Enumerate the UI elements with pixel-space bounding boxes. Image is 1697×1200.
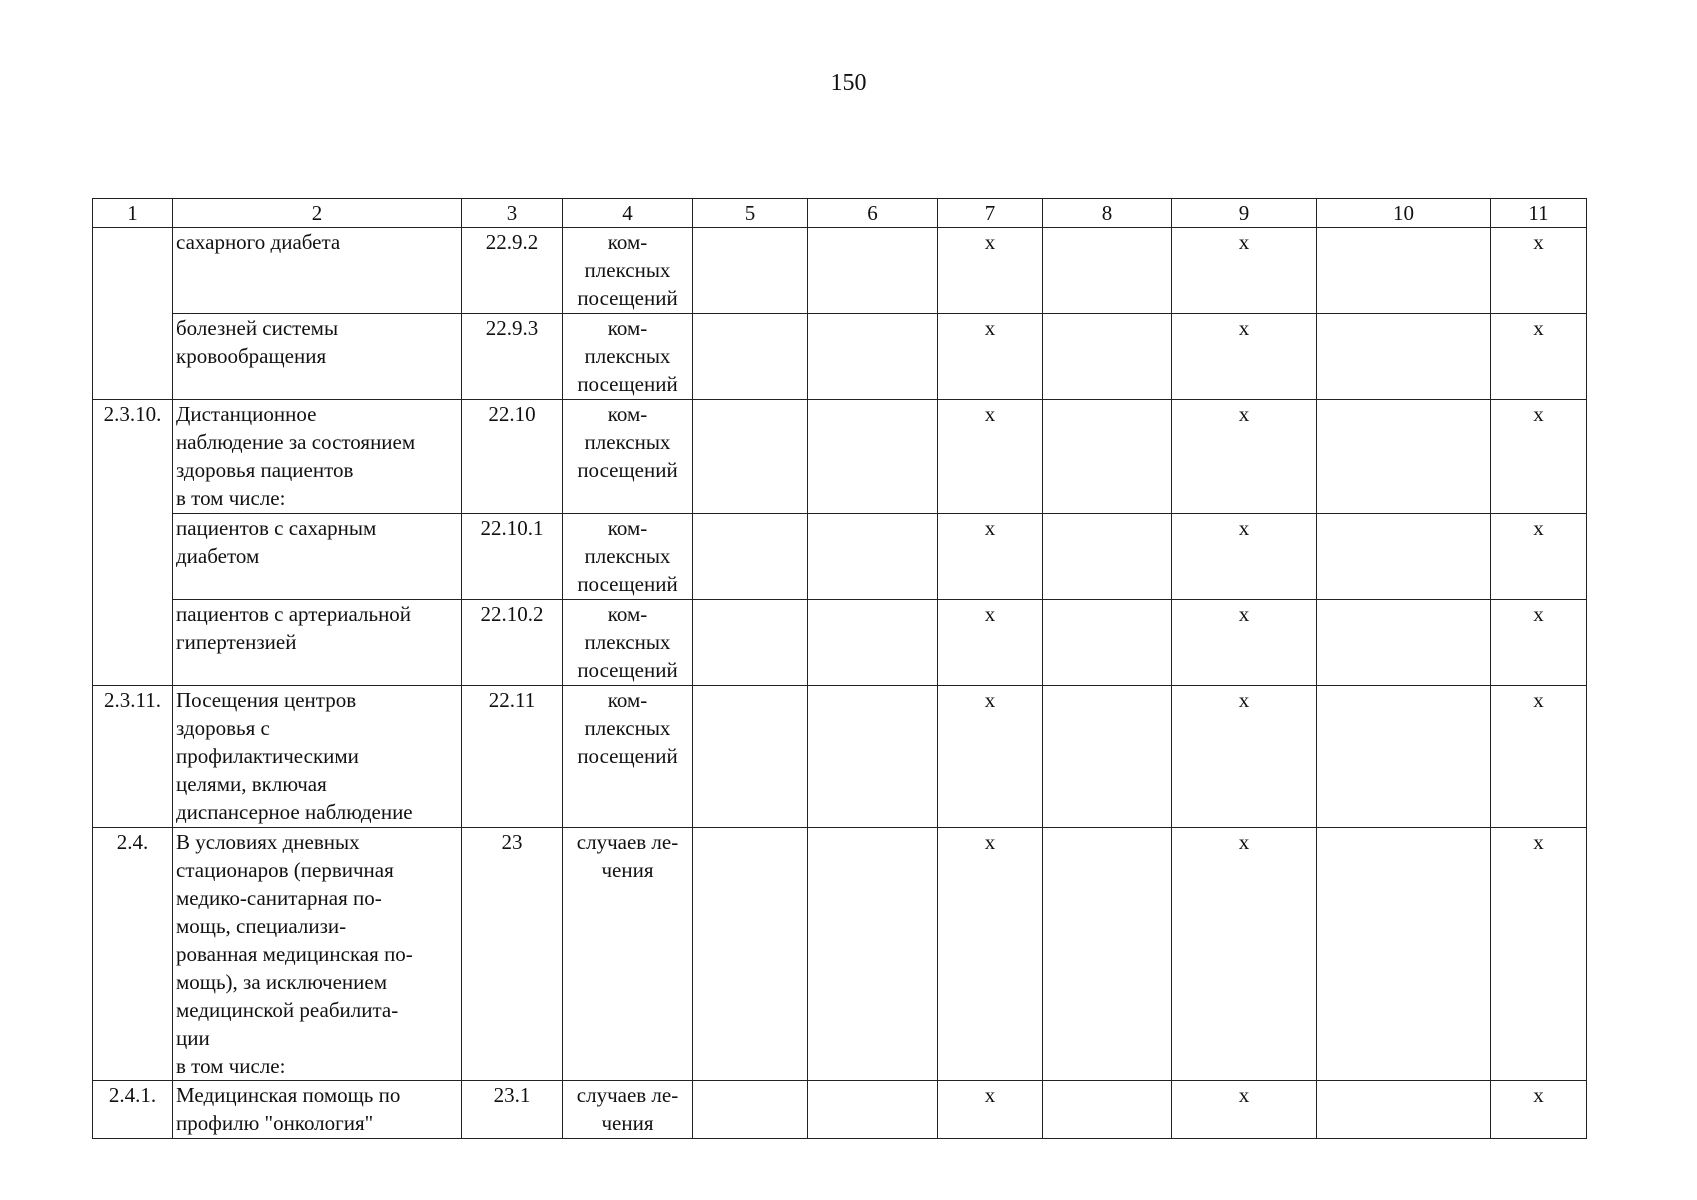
row-code-cell: 22.10 <box>462 400 563 514</box>
cell-col-8 <box>1043 600 1172 686</box>
cell-col-5 <box>693 828 808 1081</box>
cell-col-11: x <box>1491 600 1587 686</box>
cell-col-11: x <box>1491 314 1587 400</box>
row-name-cell: сахарного диабета <box>173 228 462 314</box>
row-number-cell: 2.3.10. <box>93 400 173 686</box>
cell-col-11: x <box>1491 400 1587 514</box>
cell-col-11: x <box>1491 514 1587 600</box>
cell-col-8 <box>1043 228 1172 314</box>
table-row <box>93 686 1587 828</box>
row-name-cell: В условиях дневных стационаров (первичная медико-санитарная по- мощь, специализи- рованная медицинская по- мощь), за исключением медицинской реабилита- ции в том числе: <box>173 828 462 1081</box>
row-number-cell: 2.4. <box>93 828 173 1081</box>
cell-col-11: x <box>1491 828 1587 1081</box>
cell-col-10 <box>1317 314 1491 400</box>
cell-col-7: x <box>938 828 1043 1081</box>
table-row <box>93 228 1587 314</box>
cell-col-10 <box>1317 400 1491 514</box>
table-row <box>93 400 1587 514</box>
row-name-cell: болезней системы кровообращения <box>173 314 462 400</box>
row-name-cell: Посещения центров здоровья с профилактическими целями, включая диспансерное наблюдение <box>173 686 462 828</box>
cell-col-6 <box>808 1081 938 1139</box>
cell-col-10 <box>1317 1081 1491 1139</box>
row-name-cell: Дистанционное наблюдение за состоянием здоровья пациентов в том числе: <box>173 400 462 514</box>
table-row <box>93 600 1587 686</box>
row-unit-cell: ком- плексных посещений <box>563 514 693 600</box>
cell-col-5 <box>693 1081 808 1139</box>
column-header: 5 <box>693 199 808 228</box>
row-unit-cell: ком- плексных посещений <box>563 314 693 400</box>
cell-col-5 <box>693 400 808 514</box>
cell-col-8 <box>1043 400 1172 514</box>
cell-col-10 <box>1317 828 1491 1081</box>
cell-col-11: x <box>1491 686 1587 828</box>
cell-col-10 <box>1317 228 1491 314</box>
table-row <box>93 1081 1587 1139</box>
cell-col-8 <box>1043 1081 1172 1139</box>
cell-col-6 <box>808 686 938 828</box>
row-name-cell: пациентов с сахарным диабетом <box>173 514 462 600</box>
cell-col-10 <box>1317 514 1491 600</box>
row-code-cell: 22.9.2 <box>462 228 563 314</box>
cell-col-11: x <box>1491 1081 1587 1139</box>
column-header: 3 <box>462 199 563 228</box>
row-code-cell: 22.10.1 <box>462 514 563 600</box>
cell-col-8 <box>1043 686 1172 828</box>
row-unit-cell: ком- плексных посещений <box>563 228 693 314</box>
cell-col-6 <box>808 228 938 314</box>
cell-col-9: x <box>1172 828 1317 1081</box>
cell-col-9: x <box>1172 400 1317 514</box>
row-code-cell: 23.1 <box>462 1081 563 1139</box>
cell-col-7: x <box>938 314 1043 400</box>
row-code-cell: 22.10.2 <box>462 600 563 686</box>
row-code-cell: 22.11 <box>462 686 563 828</box>
page-number: 150 <box>830 70 867 96</box>
cell-col-7: x <box>938 514 1043 600</box>
row-number-cell <box>93 228 173 400</box>
cell-col-8 <box>1043 514 1172 600</box>
row-number-cell: 2.4.1. <box>93 1081 173 1139</box>
cell-col-8 <box>1043 314 1172 400</box>
cell-col-7: x <box>938 600 1043 686</box>
cell-col-8 <box>1043 828 1172 1081</box>
column-header: 9 <box>1172 199 1317 228</box>
row-code-cell: 23 <box>462 828 563 1081</box>
cell-col-7: x <box>938 400 1043 514</box>
column-header: 11 <box>1491 199 1587 228</box>
cell-col-9: x <box>1172 1081 1317 1139</box>
cell-col-6 <box>808 314 938 400</box>
cell-col-7: x <box>938 228 1043 314</box>
table-row <box>93 514 1587 600</box>
cell-col-9: x <box>1172 514 1317 600</box>
cell-col-6 <box>808 828 938 1081</box>
column-header: 8 <box>1043 199 1172 228</box>
table-row <box>93 828 1587 1081</box>
column-header: 7 <box>938 199 1043 228</box>
cell-col-10 <box>1317 600 1491 686</box>
cell-col-11: x <box>1491 228 1587 314</box>
row-unit-cell: случаев ле- чения <box>563 828 693 1081</box>
column-header: 10 <box>1317 199 1491 228</box>
cell-col-6 <box>808 514 938 600</box>
row-unit-cell: ком- плексных посещений <box>563 686 693 828</box>
row-unit-cell: ком- плексных посещений <box>563 400 693 514</box>
row-number-cell: 2.3.11. <box>93 686 173 828</box>
data-table <box>92 198 1587 1139</box>
cell-col-5 <box>693 686 808 828</box>
cell-col-5 <box>693 314 808 400</box>
cell-col-9: x <box>1172 600 1317 686</box>
column-header: 2 <box>173 199 462 228</box>
table-row <box>93 314 1587 400</box>
row-name-cell: пациентов с артериальной гипертензией <box>173 600 462 686</box>
cell-col-5 <box>693 600 808 686</box>
cell-col-6 <box>808 400 938 514</box>
row-name-cell: Медицинская помощь по профилю "онкология" <box>173 1081 462 1139</box>
cell-col-7: x <box>938 1081 1043 1139</box>
cell-col-5 <box>693 514 808 600</box>
cell-col-7: x <box>938 686 1043 828</box>
cell-col-6 <box>808 600 938 686</box>
row-code-cell: 22.9.3 <box>462 314 563 400</box>
cell-col-10 <box>1317 686 1491 828</box>
table-header-row <box>93 199 1587 228</box>
cell-col-5 <box>693 228 808 314</box>
row-unit-cell: ком- плексных посещений <box>563 600 693 686</box>
row-unit-cell: случаев ле- чения <box>563 1081 693 1139</box>
cell-col-9: x <box>1172 228 1317 314</box>
column-header: 1 <box>93 199 173 228</box>
cell-col-9: x <box>1172 686 1317 828</box>
column-header: 6 <box>808 199 938 228</box>
column-header: 4 <box>563 199 693 228</box>
cell-col-9: x <box>1172 314 1317 400</box>
